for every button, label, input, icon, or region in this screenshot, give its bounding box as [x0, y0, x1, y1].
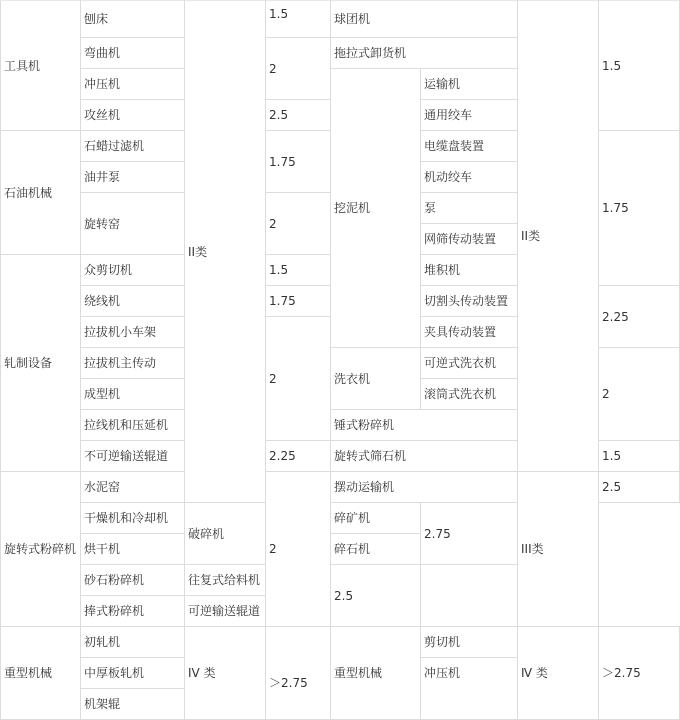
category-cell: 洗衣机	[331, 348, 421, 410]
machine-cell: 通用绞车	[421, 100, 518, 131]
category-cell: 轧制设备	[1, 255, 81, 472]
machine-cell: 拉线机和压延机	[81, 410, 185, 441]
machine-cell: 往复式给料机	[185, 565, 331, 596]
machine-cell: 不可逆输送辊道	[81, 441, 185, 472]
table-row	[1, 627, 680, 658]
machine-cell: 冲压机	[421, 658, 518, 720]
factor-cell: 1.75	[599, 131, 680, 286]
factor-cell: 2.5	[266, 100, 331, 131]
machine-cell: 锤式粉碎机	[331, 410, 518, 441]
machine-cell: 碎矿机	[331, 503, 421, 534]
factor-cell: 2	[266, 193, 331, 255]
machine-cell: 夹具传动装置	[421, 317, 518, 348]
machine-cell: 众剪切机	[81, 255, 185, 286]
machine-cell: 刨床	[81, 1, 185, 38]
machine-cell: 绕线机	[81, 286, 185, 317]
type-cell: II类	[185, 1, 266, 503]
machine-cell: 可逆输送辊道	[185, 596, 331, 627]
factor-cell: ＞2.75	[599, 627, 680, 720]
machine-cell: 切割头传动装置	[421, 286, 518, 317]
category-cell: 重型机械	[331, 627, 421, 720]
factor-cell: 2.5	[599, 472, 680, 503]
machine-cell: 初轧机	[81, 627, 185, 658]
machine-cell: 剪切机	[421, 627, 518, 658]
machine-cell: 干燥机和冷却机	[81, 503, 185, 534]
machine-cell: 旋转式筛石机	[331, 441, 518, 472]
machine-cell: 滚筒式洗衣机	[421, 379, 518, 410]
type-cell: IV 类	[185, 627, 266, 720]
machine-cell: 成型机	[81, 379, 185, 410]
machine-cell: 机架辊	[81, 689, 185, 720]
factor-cell: 1.75	[266, 286, 331, 317]
category-cell: 重型机械	[1, 627, 81, 720]
factor-cell: 2	[599, 348, 680, 441]
category-cell: 旋转式粉碎机	[1, 472, 81, 627]
factor-cell: 1.75	[266, 131, 331, 193]
category-cell: 破碎机	[185, 503, 266, 565]
machine-cell: 运输机	[421, 69, 518, 100]
factor-cell: 2.5	[331, 565, 421, 627]
factor-cell: 1.5	[266, 255, 331, 286]
machine-cell: 碎石机	[331, 534, 421, 565]
type-cell: II类	[518, 1, 599, 472]
factor-cell: 2.75	[421, 503, 518, 565]
factor-cell: 2.25	[599, 286, 680, 348]
factor-cell: 2.25	[266, 441, 331, 472]
machine-cell: 石蜡过滤机	[81, 131, 185, 162]
factor-cell: 2	[266, 317, 331, 441]
machine-cell: 旋转窑	[81, 193, 185, 255]
machine-cell: 堆积机	[421, 255, 518, 286]
factor-cell: 1.5	[599, 1, 680, 131]
type-cell: Ⅳ 类	[518, 627, 599, 720]
machine-cell: 油井泵	[81, 162, 185, 193]
machine-cell: 拖拉式卸货机	[331, 38, 518, 69]
machine-cell: 可逆式洗衣机	[421, 348, 518, 379]
machine-cell: 拉拔机小车架	[81, 317, 185, 348]
machine-cell: 网筛传动装置	[421, 224, 518, 255]
type-cell: III类	[518, 472, 599, 627]
machine-cell: 电缆盘装置	[421, 131, 518, 162]
machine-cell: 泵	[421, 193, 518, 224]
factor-cell: 2	[266, 38, 331, 100]
table-row	[1, 472, 680, 503]
machine-cell: 拉拔机主传动	[81, 348, 185, 379]
machine-cell: 中厚板轧机	[81, 658, 185, 689]
machine-cell: 摆动运输机	[331, 472, 518, 503]
category-cell: 石油机械	[1, 131, 81, 255]
machine-cell: 弯曲机	[81, 38, 185, 69]
machine-cell: 砂石粉碎机	[81, 565, 185, 596]
machine-cell: 烘干机	[81, 534, 185, 565]
factor-cell: 1.5	[266, 1, 331, 38]
machine-cell: 球团机	[331, 1, 518, 38]
category-cell: 挖泥机	[331, 69, 421, 348]
table-row	[1, 1, 680, 38]
machine-cell: 机动绞车	[421, 162, 518, 193]
factor-cell: 1.5	[599, 441, 680, 472]
category-cell: 工具机	[1, 1, 81, 131]
machine-cell: 冲压机	[81, 69, 185, 100]
factor-cell: 2	[266, 472, 331, 627]
factor-cell: ＞2.75	[266, 627, 331, 720]
machine-cell: 攻丝机	[81, 100, 185, 131]
machine-cell: 水泥窑	[81, 472, 185, 503]
machine-cell: 捧式粉碎机	[81, 596, 185, 627]
